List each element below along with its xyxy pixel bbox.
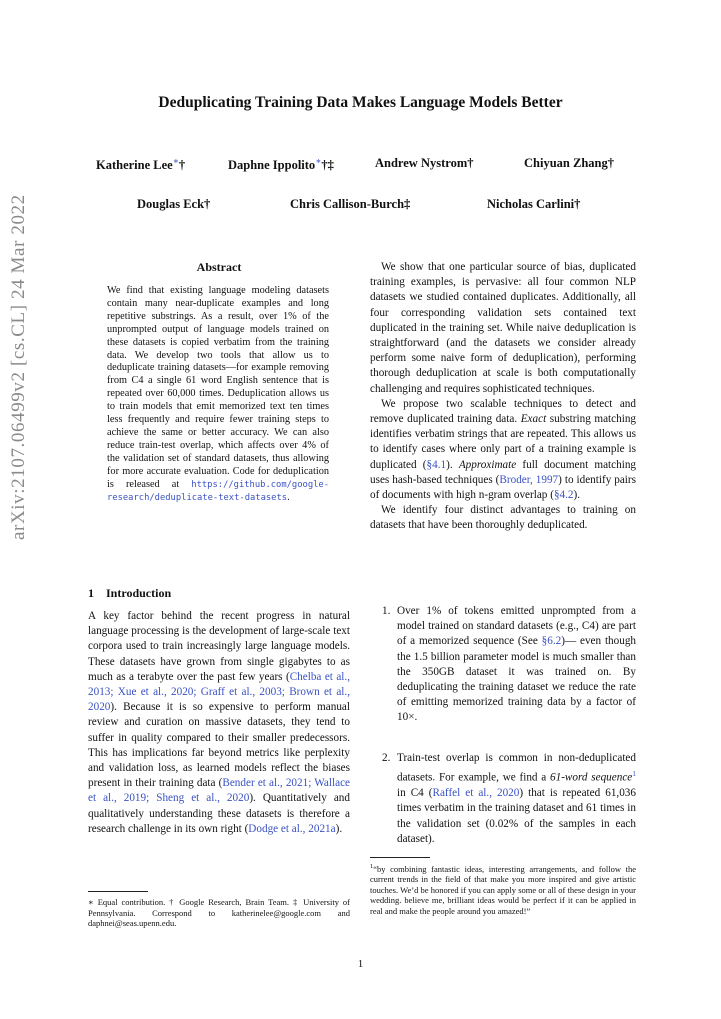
section-number: 1 <box>88 586 94 600</box>
abstract-heading: Abstract <box>196 260 242 274</box>
text-run: We propose two scalable techniques to detect and remove duplicated training data. <box>370 397 636 426</box>
section-ref-link[interactable]: §4.2 <box>553 489 574 502</box>
citation-link[interactable]: Dodge et al., 2021a <box>248 822 336 835</box>
equal-contribution-mark[interactable]: ∗ <box>172 156 179 166</box>
footnote-rule <box>88 891 148 892</box>
abstract-text: We find that existing language modeling datasets contain many near-duplicate examples and long repetitive substrings. As a result, over 1% of the unprompted output of language models trained on these datasets is copied verbatim from the training data. We develop two tools that allow us to deduplicate training datasets—for example removing from C4 a single 61 word English sentence that is repeated over 60,000 times. Deduplication allows us to train models that emit memorized text ten times less frequently and require fewer training steps to achieve the same or better accuracy. We can also reduce train-test overlap, which affects over 4% of the validation set of standard datasets, thus allowing for more accurate evaluation. Code for deduplication is released at <box>107 285 329 490</box>
text-run: A key factor behind the recent progress in natural language processing is the development of large-scale text corpora used to train increasingly large language models. These datasets have grown from single gigabytes to as much as a terabyte over the past few years ( <box>88 610 350 683</box>
footnote-link[interactable]: 1 <box>632 769 637 779</box>
text-run: full document matching uses hash-based techniques ( <box>370 458 637 486</box>
section-heading-introduction <box>88 586 171 601</box>
affiliation-mark: †‡ <box>321 158 334 173</box>
paragraph-techniques <box>370 397 636 503</box>
list-number: 1. <box>382 605 391 617</box>
text-run: Train-test overlap is common in non-deduplicated datasets. For example, we find a <box>397 752 636 784</box>
author-chris-callison-burch: Chris Callison-Burch‡ <box>290 197 411 211</box>
text-run: ). <box>335 822 343 835</box>
emphasis: Approximate <box>458 458 517 471</box>
right-column <box>370 260 636 534</box>
author-chiyuan-zhang: Chiyuan Zhang† <box>524 156 614 170</box>
text-run: in C4 ( <box>397 787 433 800</box>
citation-link[interactable]: Raffel et al., 2020 <box>432 787 520 800</box>
text-run: ) that is repeated 61,036 times verbatim in the training dataset and 61 times in the validation set (0.02% of the samples in each dataset). <box>397 787 636 845</box>
footnote-text: “by combining fantastic ideas, interesting arrangements, and follow the current trends in the field of that make you more inspired and give artistic touches. We’d be honored if you can apply some or all of these design in your wedding. believe me, brilliant ideas would be perfect if it can be applied in real and make the people around you amazed!” <box>370 863 636 916</box>
arxiv-stamp: arXiv:2107.06499v2 [cs.CL] 24 Mar 2022 <box>8 194 29 540</box>
author-daphne-ippolito <box>228 156 334 173</box>
equal-contribution-mark[interactable]: ∗ <box>315 156 322 166</box>
page-number: 1 <box>357 958 364 970</box>
text-run: ). Because it is so expensive to perform manual review and curation on massive datasets, they tend to suffer in quality compared to their smaller predecessors. This has implications far beyond metrics like perplexity and validation loss, as learned models reflect the biases present in their training data ( <box>88 701 350 790</box>
author-nicholas-carlini: Nicholas Carlini† <box>487 197 581 211</box>
list-item <box>382 751 636 847</box>
list-item-text <box>397 604 636 726</box>
section-ref-link[interactable]: §6.2 <box>541 635 562 648</box>
paragraph-bias: We show that one particular source of bias, duplicated training examples, is pervasive: all four common NLP datasets we studied contained duplicates. Additionally, all four corresponding validation sets contained text duplicated in the training set. While naive deduplication is straightforward (and the datasets we consider already perform some naive form of deduplication), performing thorough deduplication at scale is both computationally challenging and requires sophisticated techniques. <box>370 261 636 395</box>
citation-link[interactable]: Bender et al., 2021; Wallace et al., 2019; Sheng et al., 2020 <box>88 777 350 805</box>
list-item <box>382 604 636 726</box>
code-link[interactable]: https://github.com/google-research/deduplicate-text-datasets <box>107 479 329 503</box>
footnote-rule <box>370 857 430 858</box>
author-andrew-nystrom: Andrew Nystrom† <box>375 156 474 170</box>
affiliation-mark: † <box>178 158 186 173</box>
emphasis: Exact <box>520 413 547 426</box>
list-item-text <box>397 751 636 847</box>
text-run: ). <box>573 489 581 502</box>
footnote-affiliations: ∗ Equal contribution. † Google Research, Brain Team. ‡ University of Pennsylvania. Correspond to katherinelee@google.com and daphnei@seas.upenn.edu. <box>88 897 350 928</box>
citation-link[interactable]: Broder, 1997 <box>499 473 559 486</box>
author-name: Daphne Ippolito <box>228 158 316 173</box>
author-katherine-lee <box>96 156 185 173</box>
text-run: substring matching identifies verbatim strings that are repeated. This allows us to identify cases where only part of a training example is duplicated ( <box>370 413 637 471</box>
section-ref-link[interactable]: §4.1 <box>426 458 447 471</box>
text-run: ). <box>446 458 453 471</box>
text-run: ). Quantitatively and qualitatively understanding these datasets is therefore a research challenge in its own right ( <box>88 792 350 835</box>
paper-title: Deduplicating Training Data Makes Language Models Better <box>158 94 563 111</box>
author-douglas-eck: Douglas Eck† <box>137 197 211 211</box>
section-title: Introduction <box>106 586 172 600</box>
text-run: )— even though the 1.5 billion parameter model is much smaller than the 350GB dataset it was trained on. By deduplicating the training dataset we reduce the rate of emitting memorized training data by a factor of 10×. <box>397 635 637 724</box>
emphasis: 61-word sequence <box>550 771 633 784</box>
text-run: Over 1% of tokens emitted unprompted from a model trained on standard datasets (e.g., C4) are part of a memorized sequence (See <box>397 605 636 648</box>
text-run: ) to identify pairs of documents with high n-gram overlap ( <box>370 473 636 502</box>
footnote-mark: 1 <box>370 863 374 870</box>
author-name: Katherine Lee <box>96 158 173 173</box>
paragraph-advantages: We identify four distinct advantages to training on datasets that have been thoroughly deduplicated. <box>370 504 636 532</box>
intro-paragraph <box>88 609 350 837</box>
footnote-1 <box>370 862 636 916</box>
abstract-body <box>107 285 329 504</box>
citation-link[interactable]: Chelba et al., 2013; Xue et al., 2020; Graff et al., 2003; Brown et al., 2020 <box>88 670 350 714</box>
list-number: 2. <box>382 752 391 764</box>
abstract-end: . <box>287 491 290 503</box>
